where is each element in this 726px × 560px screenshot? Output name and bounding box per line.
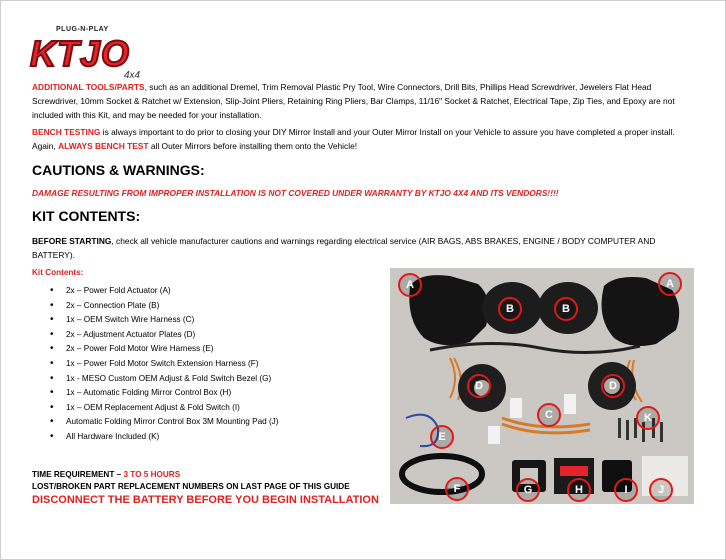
photo-label-b-left: B bbox=[498, 297, 522, 321]
time-value: 3 TO 5 HOURS bbox=[123, 470, 181, 479]
kit-contents-list bbox=[32, 284, 372, 445]
list-item: • 2x – Power Fold Motor Wire Harness (E) bbox=[32, 342, 372, 357]
kit-contents-heading: KIT CONTENTS: bbox=[32, 208, 141, 224]
photo-label-k: K bbox=[636, 406, 660, 430]
kit-contents-label: Kit Contents: bbox=[32, 268, 84, 277]
photo-label-d-right: D bbox=[601, 374, 625, 398]
list-item: • 1x – Power Fold Motor Switch Extension Harness (F) bbox=[32, 357, 372, 372]
before-label: BEFORE STARTING bbox=[32, 236, 112, 246]
tools-paragraph bbox=[32, 80, 696, 122]
list-item: • 1x - MESO Custom OEM Adjust & Fold Switch Bezel (G) bbox=[32, 372, 372, 387]
photo-label-b-right: B bbox=[554, 297, 578, 321]
list-item: • 2x – Power Fold Actuator (A) bbox=[32, 284, 372, 299]
bench-testing-paragraph bbox=[32, 125, 696, 153]
photo-label-c: C bbox=[537, 403, 561, 427]
list-item: • 1x – OEM Replacement Adjust & Fold Switch (I) bbox=[32, 401, 372, 416]
photo-label-g: G bbox=[516, 478, 540, 502]
ktjo-logo bbox=[30, 26, 152, 84]
before-starting-paragraph bbox=[32, 234, 696, 262]
list-item: • 1x – Automatic Folding Mirror Control Box (H) bbox=[32, 386, 372, 401]
time-label: TIME REQUIREMENT – bbox=[32, 470, 124, 479]
photo-label-f: F bbox=[445, 477, 469, 501]
photo-label-h: H bbox=[567, 478, 591, 502]
list-item: • 2x – Adjustment Actuator Plates (D) bbox=[32, 328, 372, 343]
logo-subtitle: 4x4 bbox=[124, 70, 141, 81]
logo-wordmark: KTJO bbox=[30, 33, 131, 74]
logo-tagline: PLUG-N-PLAY bbox=[56, 26, 109, 33]
photo-label-j: J bbox=[649, 478, 673, 502]
list-item: • 1x – OEM Switch Wire Harness (C) bbox=[32, 313, 372, 328]
before-text: , check all vehicle manufacturer cautions and warnings regarding electrical service (AIR BAGS, ABS BRAKES, ENGINE / BODY COMPUTER AND BATTERY). bbox=[32, 236, 656, 260]
warranty-warning: DAMAGE RESULTING FROM IMPROPER INSTALLATION IS NOT COVERED UNDER WARRANTY BY KTJO 4X4 AND ITS VENDORS!!!! bbox=[32, 188, 559, 198]
tools-text: , such as an additional Dremel, Trim Removal Plastic Pry Tool, Wire Connectors, Drill Bits, Phillips Head Screwdriver, Jewelers Flat Head Screwdriver, 10mm Socket & Ratchet w/ Extension, Slip-Joint Pliers, Retaining Ring Pliers, Bar Clamps, 11/16" Socket & Ratchet, Electrical Tape, Zip Ties, and Epoxy are not included with this Kit, and may be needed for your installation. bbox=[32, 82, 675, 120]
photo-label-a-right: A bbox=[658, 272, 682, 296]
list-item: • 2x – Connection Plate (B) bbox=[32, 299, 372, 314]
list-item: • Automatic Folding Mirror Control Box 3M Mounting Pad (J) bbox=[32, 415, 372, 430]
bench-label: BENCH TESTING bbox=[32, 127, 101, 137]
cautions-heading: CAUTIONS & WARNINGS: bbox=[32, 162, 205, 178]
photo-label-d-left: D bbox=[467, 374, 491, 398]
photo-label-e: E bbox=[430, 425, 454, 449]
kit-photo-drawing bbox=[390, 268, 694, 504]
bench-emphasis: ALWAYS BENCH TEST bbox=[58, 141, 149, 151]
bench-text-1: is always important to do prior to closing your DIY Mirror Install and your Outer Mirror Install on your Vehicle to assure you have completed a proper install. Again, bbox=[32, 127, 675, 151]
bench-text-2: all Outer Mirrors before installing them onto the Vehicle! bbox=[148, 141, 358, 151]
disconnect-battery-warning: DISCONNECT THE BATTERY BEFORE YOU BEGIN INSTALLATION bbox=[32, 494, 379, 506]
list-item: • All Hardware Included (K) bbox=[32, 430, 372, 445]
photo-label-i: I bbox=[614, 478, 638, 502]
tools-label: ADDITIONAL TOOLS/PARTS bbox=[32, 82, 145, 92]
photo-label-a-left: A bbox=[398, 273, 422, 297]
kit-contents-photo bbox=[390, 268, 694, 504]
time-requirement bbox=[32, 469, 350, 493]
lost-parts-note: LOST/BROKEN PART REPLACEMENT NUMBERS ON LAST PAGE OF THIS GUIDE bbox=[32, 482, 350, 491]
